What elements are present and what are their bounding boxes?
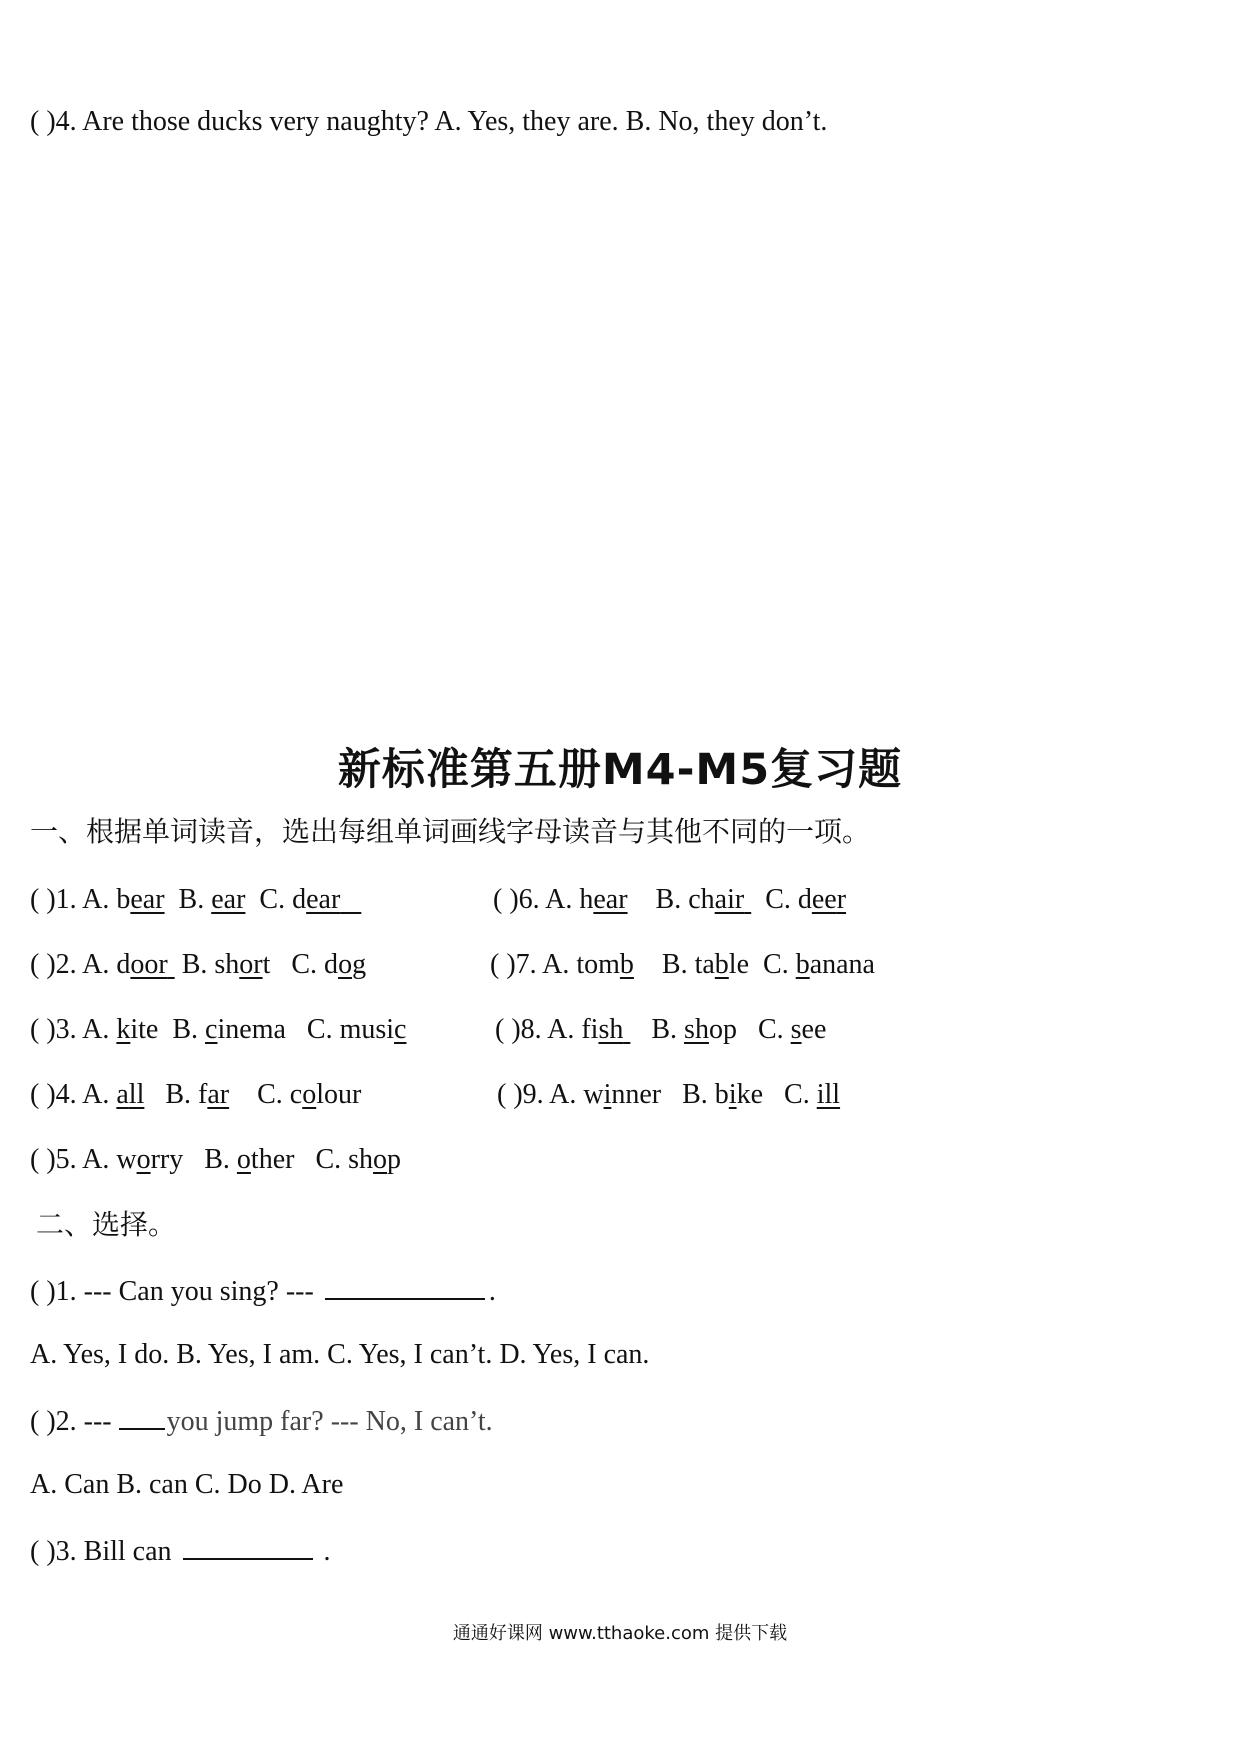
list-item: ( )4. A. all B. far C. colour — [30, 1079, 362, 1110]
answer-blank[interactable] — [183, 1530, 313, 1560]
answer-blank[interactable] — [119, 1400, 165, 1430]
page-title: 新标准第五册M4-M5复习题 — [337, 745, 903, 795]
list-item: ( )2. A. door B. short C. dog — [30, 949, 367, 980]
question-1: ( )1. --- Can you sing? --- . — [30, 1270, 1210, 1312]
answer-blank[interactable] — [325, 1270, 485, 1300]
list-item: ( )1. A. bear B. ear C. dear — [30, 884, 341, 915]
section2-heading: 二、选择。 — [36, 1208, 177, 1241]
top-question — [30, 102, 1210, 142]
list-item: ( )5. A. worry B. other C. shop — [30, 1144, 402, 1175]
question-2: ( )2. --- you jump far? --- No, I can’t. — [30, 1400, 1210, 1442]
footer-watermark: 通通好课网 www.tthaoke.com 提供下载 — [452, 1623, 788, 1644]
list-item: ( )8. A. fish B. shop C. see — [495, 1014, 827, 1045]
question-3: ( )3. Bill can . — [30, 1530, 1210, 1572]
list-item: ( )9. A. winner B. bike C. ill — [497, 1079, 841, 1110]
section1-heading: 一、根据单词读音，选出每组单词画线字母读音与其他不同的一项。 — [30, 815, 871, 848]
question-1-options: A. Yes, I do. B. Yes, I am. C. Yes, I can’t. D. Yes, I can. — [30, 1339, 650, 1370]
list-item: ( )3. A. kite B. cinema C. music — [30, 1014, 407, 1045]
list-item: ( )6. A. hear B. chair C. deer — [493, 884, 847, 915]
question-text: )4. Are those ducks very naughty? A. Yes, they are. B. No, they don’t. — [39, 106, 828, 137]
question-2-options: A. Can B. can C. Do D. Are — [30, 1469, 344, 1500]
list-item: ( )7. A. tomb B. table C. banana — [490, 949, 875, 980]
bracket: ( — [30, 106, 40, 137]
